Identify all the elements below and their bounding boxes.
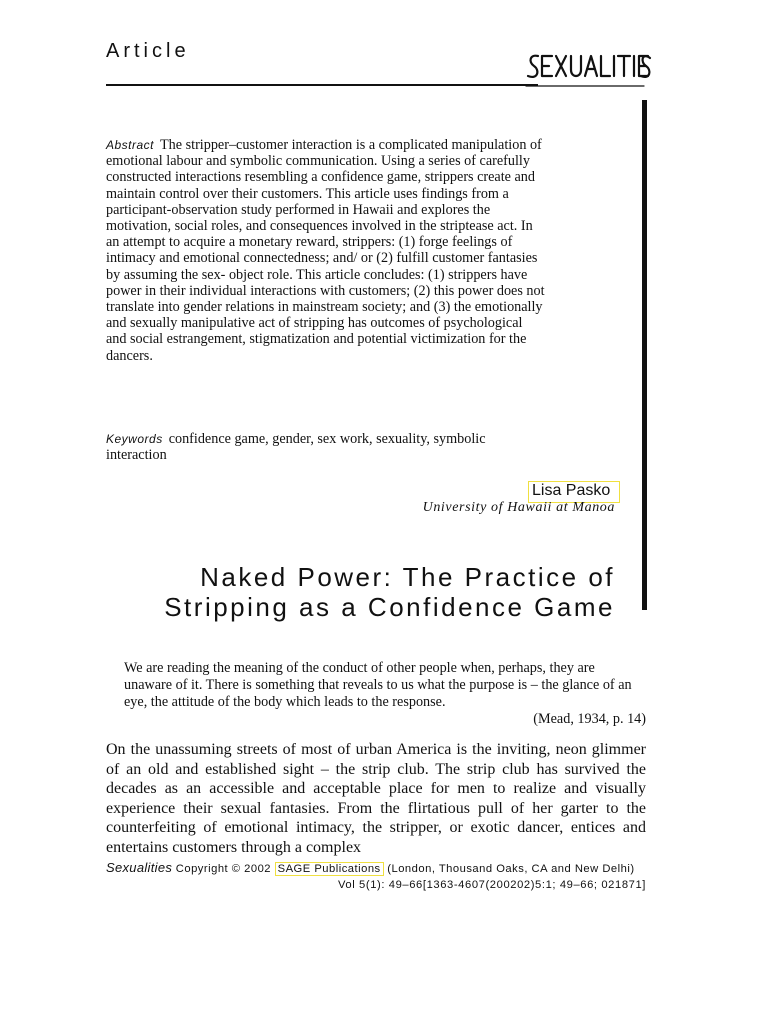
footer-publisher-link[interactable]: SAGE Publications <box>275 862 384 876</box>
keywords <box>106 431 546 463</box>
vertical-bar <box>642 100 647 610</box>
journal-logo <box>524 46 654 94</box>
abstract-text: The stripper–customer interaction is a complicated manipulation of emotional labour and symbolic communication. Using a series of carefully constructed interactions resembling a confidence game, strippers create and maintain control over their customers. This article uses findings from a participant-observation study performed in Hawaii and explores the motivation, social roles, and consequences involved in the striptease act. In an attempt to acquire a monetary reward, strippers: (1) forge feelings of intimacy and emotional connectedness; and/ or (2) fulfill customer fantasies by assuming the sex- object role. This article concludes: (1) strippers have power in their individual interactions with customers; (2) this power does not translate into gender relations in mainstream society; and (3) the emotionally and sexually manipulative act of stripping has outcomes of psychological and social estrangement, stigmatization and potential victimization for the dancers. <box>106 137 545 364</box>
abstract-label: Abstract <box>106 138 155 152</box>
article-title <box>120 562 615 622</box>
author-name[interactable]: Lisa Pasko <box>532 482 611 499</box>
footer-location: (London, Thousand Oaks, CA and New Delhi) <box>387 863 635 875</box>
footer-copyright: Copyright © 2002 <box>175 863 272 875</box>
keywords-text: confidence game, gender, sex work, sexuality, symbolic interaction <box>106 431 486 464</box>
abstract <box>106 137 546 364</box>
article-label: Article <box>106 40 190 62</box>
header-rule <box>106 84 538 86</box>
footer-citation <box>106 860 646 875</box>
article-title-line-2: Stripping as a Confidence Game <box>164 592 615 622</box>
epigraph-citation: (Mead, 1934, p. 14) <box>533 711 646 727</box>
author-affiliation: University of Hawaii at Manoa <box>422 500 615 515</box>
footer-volume: Vol 5(1): 49–66[1363-4607(200202)5:1; 49–66; 021871] <box>337 879 646 891</box>
body-paragraph: On the unassuming streets of most of urban America is the inviting, neon glimmer of an old and established sight – the strip club. The strip club has survived the decades as an accessible and acceptable place for men to realize and visually experience their sexual fantasies. From the flirtatious pull of her garter to the counterfeiting of emotional intimacy, the stripper, or exotic dancer, entices and entertains customers through a complex <box>106 741 646 856</box>
article-title-line-1: Naked Power: The Practice of <box>200 562 615 592</box>
epigraph-quote: We are reading the meaning of the conduct of other people when, perhaps, they are unaware of it. There is something that reveals to us what the purpose is – the glance of an eye, the attitude of the body which leads to the response. <box>124 660 632 710</box>
keywords-label: Keywords <box>106 432 163 446</box>
footer-journal: Sexualities <box>106 860 173 875</box>
